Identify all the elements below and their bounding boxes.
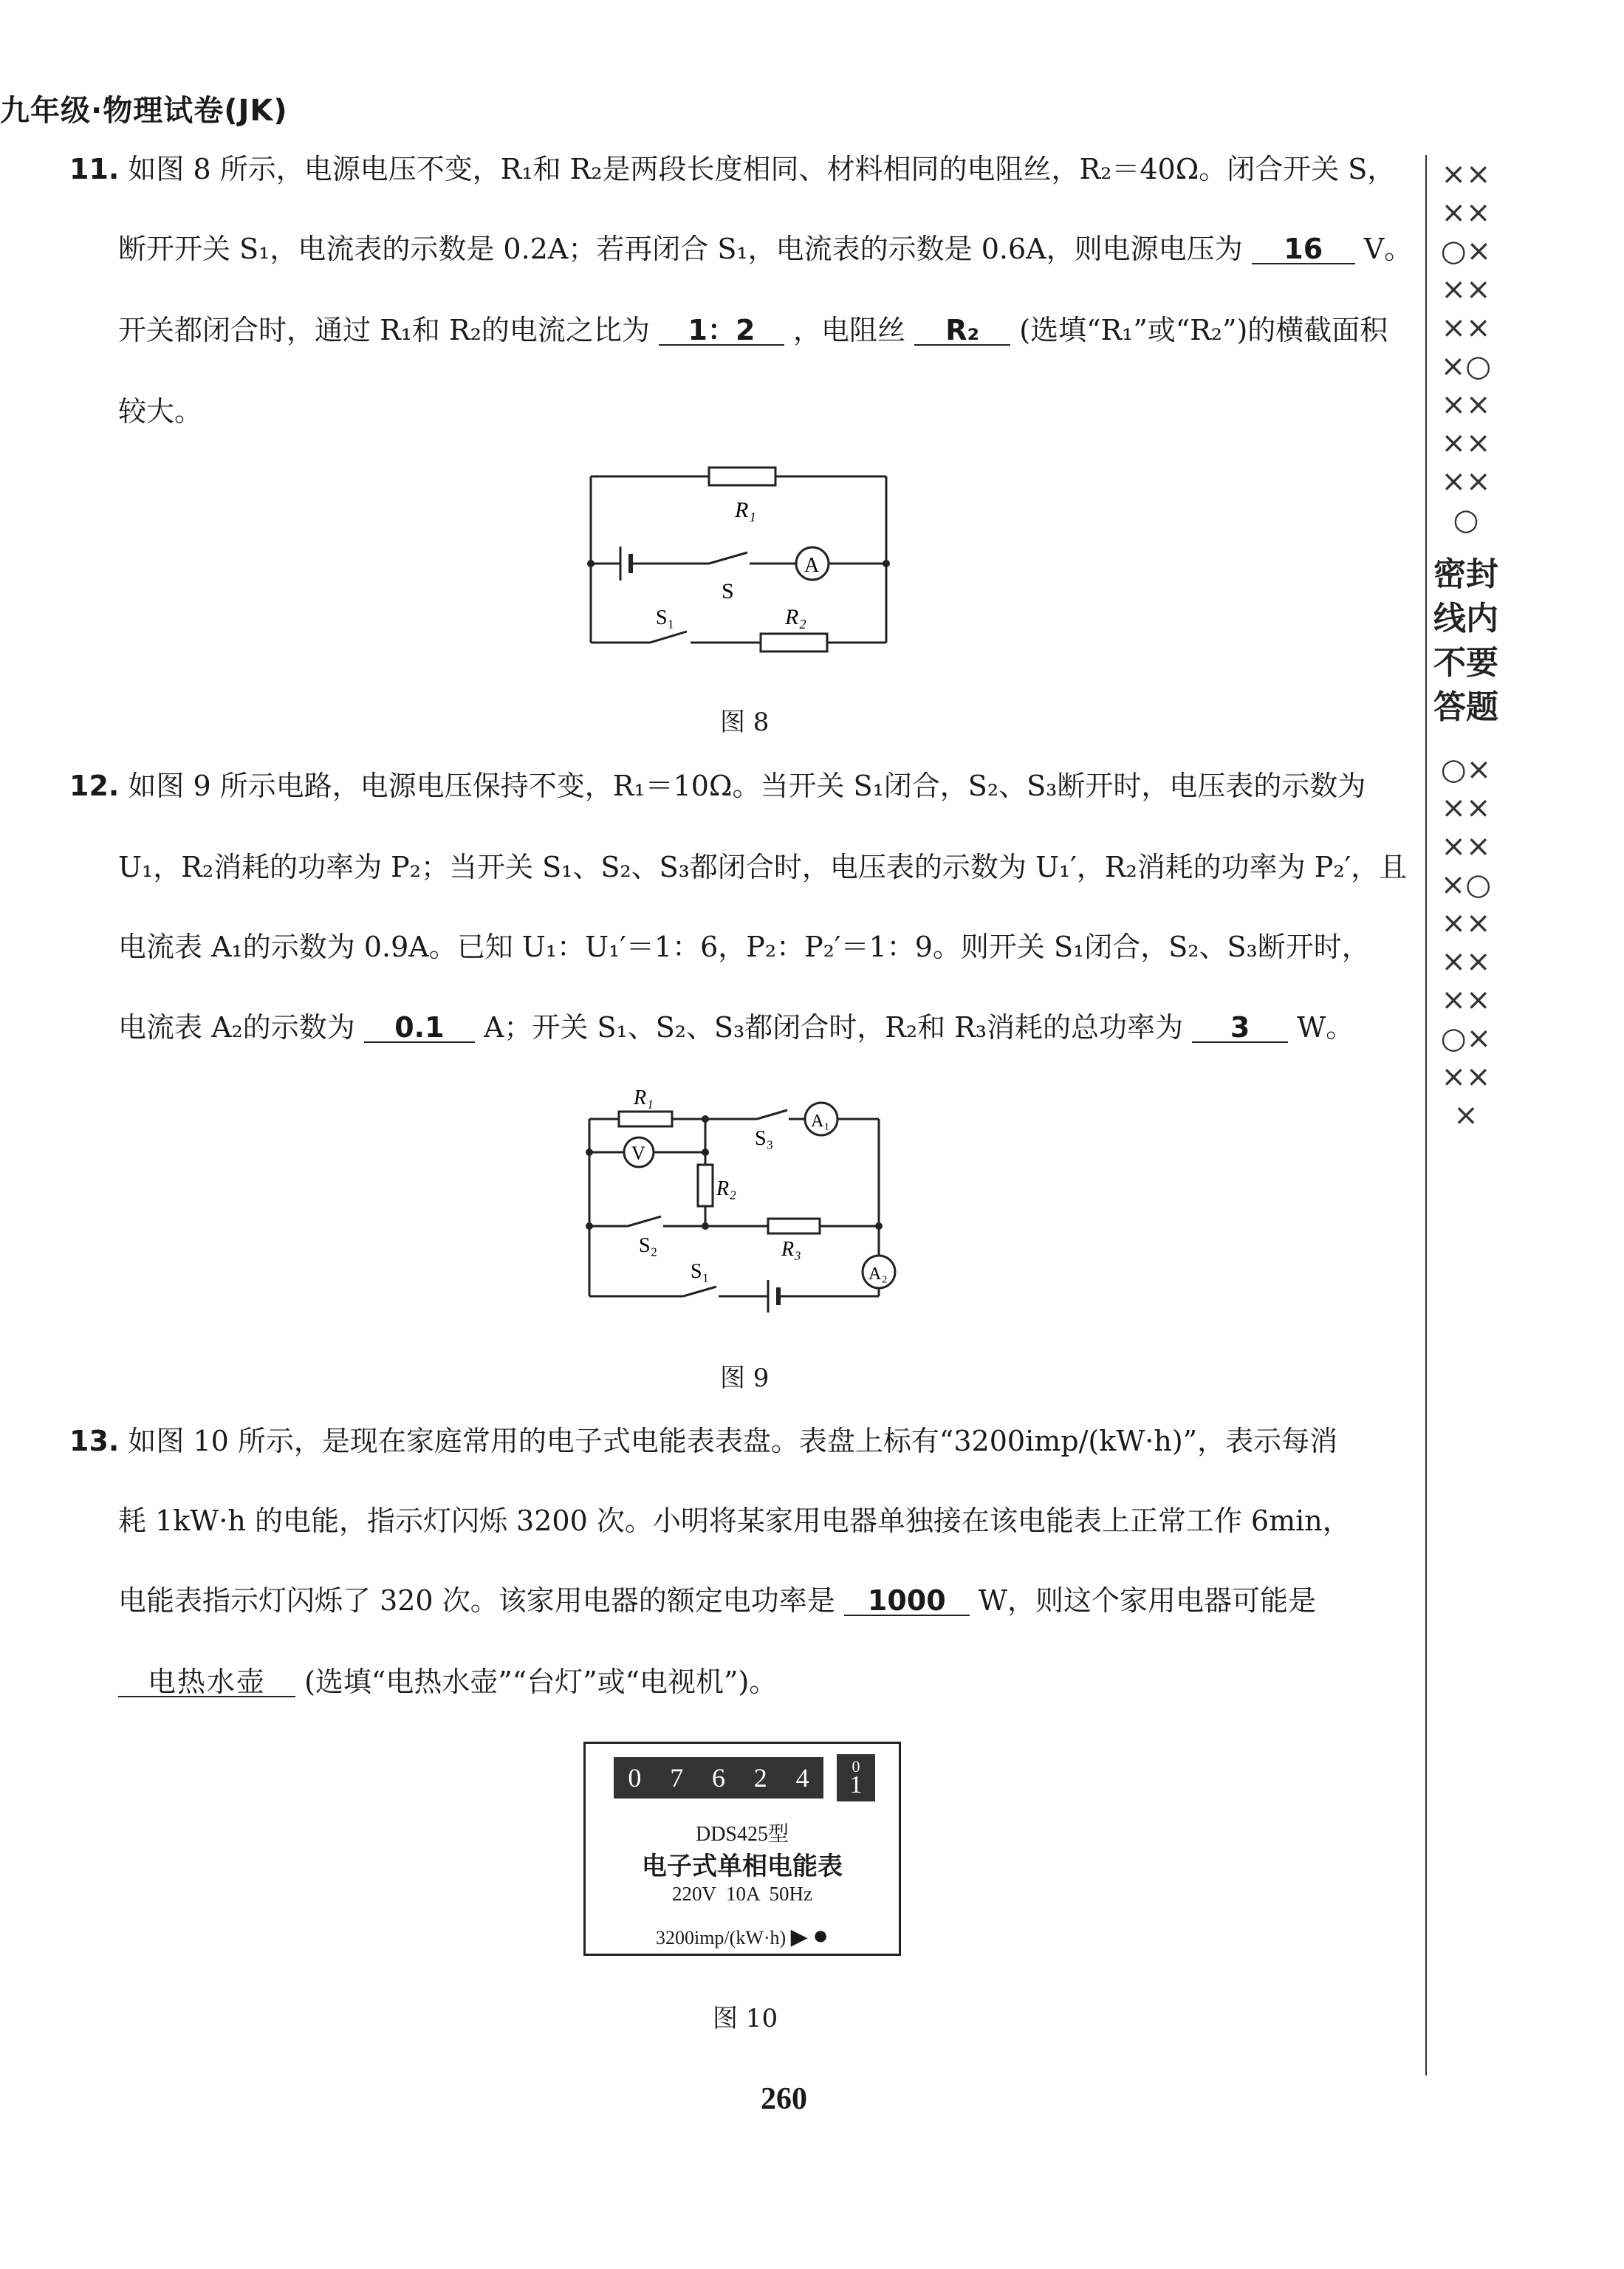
q13-line-3 [118,1584,1316,1617]
q11-line-2 [118,235,1412,264]
q12-text-1: 如图 9 所示电路，电源电压保持不变，R₁＝10Ω。当开关 S₁闭合，S₂、S₃断开时，电压表的示数为 [128,770,1366,802]
fig8-label-ammeter: A [804,554,820,577]
q12-text-4c: W。 [1297,1011,1354,1044]
fig8-resistor-r1 [709,468,775,485]
q11-number: 11. [69,153,120,185]
fig8-label-r2: R₂ [785,605,806,629]
q12-number: 12. [69,770,120,802]
fig8-switch-s [709,552,747,564]
meter-imp-row [586,1920,899,1951]
fig9-node-2 [702,1115,709,1123]
fig8-label-s1: S₁ [656,606,675,629]
meter-model: DDS425型 [695,1823,789,1846]
fig9-resistor-r1 [619,1112,672,1126]
indicator-light-icon: ● [812,1920,829,1950]
fig9-resistor-r2 [698,1165,713,1206]
q13-text-3b: W，则这个家用电器可能是 [978,1584,1316,1617]
q11-text-2b: V。 [1363,233,1413,265]
q12-text-4b: A；开关 S₁、S₂、S₃都闭合时，R₂和 R₃消耗的总功率为 [483,1011,1184,1044]
q13-number: 13. [69,1425,120,1457]
meter-digit-2: 7 [670,1763,684,1793]
seal-warning-text: 密封线内不要答题 [1433,555,1498,726]
meter-digit-1: 0 [628,1763,642,1793]
q11-answer-3: R₂ [914,316,1010,346]
seal-marks-bottom: ○××××××○××××××○×××× [1440,753,1492,1132]
fig9-switch-s2 [628,1216,661,1226]
seal-divider-line [1425,155,1427,2075]
fig9-label-a1: A₁ [811,1112,830,1131]
q11-text-3a: 开关都闭合时，通过 R₁和 R₂的电流之比为 [118,314,650,346]
meter-digit-4: 2 [753,1763,767,1793]
q13-line-2: 耗 1kW·h 的电能，指示灯闪烁 3200 次。小明将某家用电器单独接在该电能表上正常工作 6min， [118,1505,1351,1537]
q13-line-4 [118,1668,777,1697]
meter-decimal-bottom: 1 [849,1770,863,1799]
fig9-node-6 [875,1222,883,1230]
figure-8-caption: 图 8 [720,708,770,737]
q11-answer-1: 16 [1252,235,1355,264]
q13-text-3a: 电能表指示灯闪烁了 320 次。该家用电器的额定电功率是 [118,1584,835,1617]
seal-line-column [1433,155,1499,1134]
meter-specs: 220V 10A 50Hz [671,1883,812,1905]
q13-line-1 [69,1425,1338,1457]
meter-decimal-top: 0 [852,1756,860,1776]
figure-9-caption: 图 9 [720,1363,770,1393]
fig9-resistor-r3 [768,1219,820,1233]
play-arrow-icon: ▶ [790,1925,808,1949]
figure-8-circuit [576,458,916,665]
q11-line-1 [69,153,1396,185]
fig9-node-5 [702,1222,709,1230]
fig9-node-3 [702,1149,709,1156]
q11-text-3c: (选填“R₁”或“R₂”)的横截面积 [1019,314,1388,346]
meter-counter-digits [614,1757,823,1799]
q12-line-1 [69,770,1366,802]
fig8-resistor-r2 [761,634,827,651]
page-header: 九年级·物理试卷(JK) [0,94,288,128]
meter-name: 电子式单相电能表 [642,1852,843,1881]
fig9-label-s2: S₂ [639,1234,658,1257]
fig8-node-left [587,560,595,567]
meter-digit-5: 4 [795,1763,809,1793]
page-number: 260 [761,2082,807,2116]
figure-10-caption: 图 10 [713,2004,778,2033]
q12-answer-1: 0.1 [364,1013,475,1043]
q13-text-1: 如图 10 所示，是现在家庭常用的电子式电能表表盘。表盘上标有“3200imp/(kW·h)”，表示每消 [128,1425,1338,1457]
fig9-label-r1: R₁ [634,1086,654,1109]
fig9-label-r3: R₃ [781,1238,801,1261]
q11-text-3b: ，电阻丝 [793,314,906,346]
fig9-node-4 [586,1222,593,1230]
q12-answer-2: 3 [1192,1013,1288,1043]
figure-9-circuit [569,1075,938,1326]
q11-line-4: 较大。 [118,395,203,428]
seal-marks-top: ××××○××××××○××××××○ [1440,157,1492,537]
fig9-label-s3: S₃ [755,1127,774,1150]
fig8-label-s: S [722,579,734,603]
q12-text-4a: 电流表 A₂的示数为 [118,1011,355,1044]
q13-answer-2: 电热水壶 [118,1668,295,1697]
q13-answer-1: 1000 [844,1587,970,1616]
q11-answer-2: 1：2 [659,316,784,346]
fig9-label-r2: R₂ [716,1177,736,1200]
fig9-label-a2: A₂ [868,1264,888,1284]
q11-line-3 [118,316,1388,346]
q12-line-4 [118,1013,1354,1043]
fig9-switch-s1 [683,1287,716,1296]
q12-line-2: U₁，R₂消耗的功率为 P₂；当开关 S₁、S₂、S₃都闭合时，电压表的示数为 U₁′，R₂消耗的功率为 P₂′，且 [118,851,1408,883]
fig9-node-1 [586,1149,593,1156]
q13-text-4: (选填“电热水壶”“台灯”或“电视机”)。 [304,1666,778,1698]
meter-decimal-drum [837,1754,875,1801]
fig8-switch-s1 [650,632,687,643]
fig9-label-s1: S₁ [691,1260,710,1283]
fig9-label-voltmeter: V [631,1143,645,1164]
q11-text-2a: 断开开关 S₁，电流表的示数是 0.2A；若再闭合 S₁，电流表的示数是 0.6A，则电源电压为 [118,233,1243,265]
q11-text-1: 如图 8 所示，电源电压不变，R₁和 R₂是两段长度相同、材料相同的电阻丝，R₂＝40Ω。闭合开关 S， [128,153,1396,185]
figure-10-meter-panel [583,1742,901,1956]
meter-imp-label: 3200imp/(kW·h) [655,1927,787,1948]
fig8-label-r1: R₁ [735,498,756,522]
fig9-switch-s3 [757,1110,787,1119]
meter-digit-3: 6 [711,1763,725,1793]
fig8-node-right [883,560,890,567]
q12-line-3: 电流表 A₁的示数为 0.9A。已知 U₁：U₁′＝1：6，P₂：P₂′＝1：9。则开关 S₁闭合，S₂、S₃断开时， [118,931,1370,963]
